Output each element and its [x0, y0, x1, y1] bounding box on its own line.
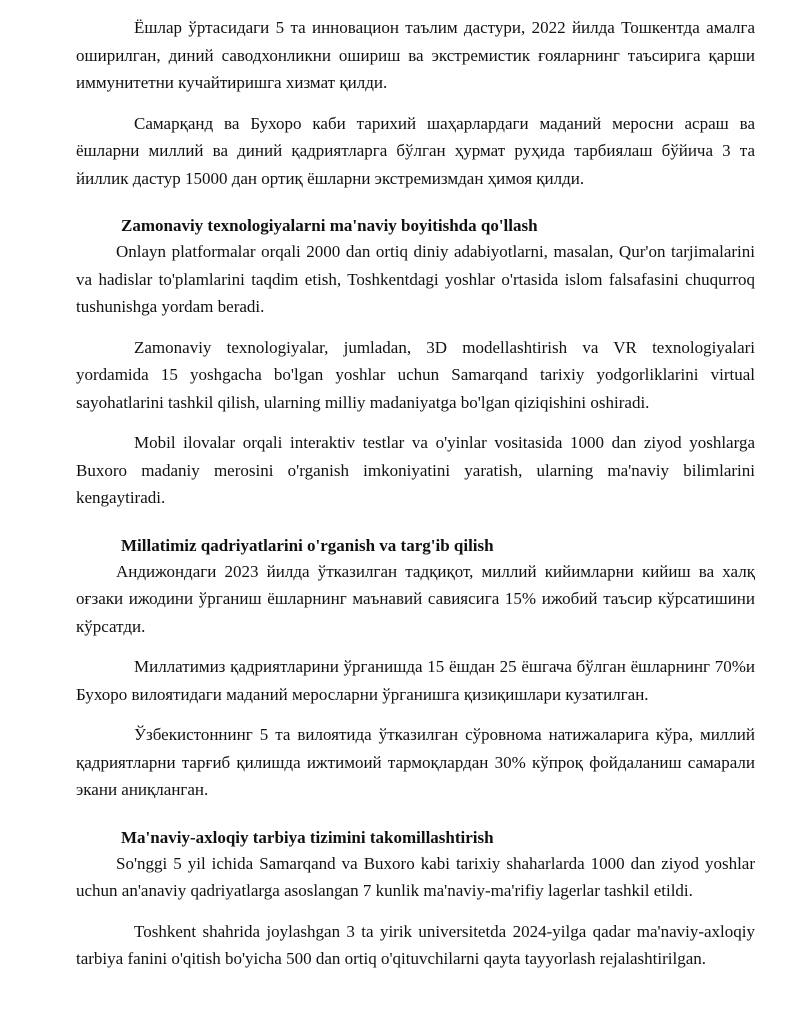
paragraph: Ўзбекистоннинг 5 та вилоятида ўтказилган сўровнома натижаларига кўра, миллий қадриятларни тарғиб қилишда ижтимоий тармоқлардан 30% кўпроқ фойдаланиш самарали экани аниқланган. [76, 725, 755, 799]
paragraph: Zamonaviy texnologiyalar, jumladan, 3D modellashtirish va VR texnologiyalari yordamida 15 yoshgacha bo'lgan yoshlar uchun Samarqand tarixiy yodgorliklarini virtual sayohatlarini tashkil qilish, ularning milliy madaniyatga bo'lgan qiziqishini oshiradi. [76, 337, 755, 412]
paragraph: So'nggi 5 yil ichida Samarqand va Buxoro kabi tarixiy shaharlarda 1000 dan ziyod yoshlar uchun an'anaviy qadriyatlarga asoslangan 7 kunlik ma'naviy-ma'rifiy lagerlar tashkil etildi. [76, 853, 755, 900]
paragraph: Самарқанд ва Бухоро каби тарихий шаҳарлардаги маданий меросни асраш ва ёшларни миллий ва диний қадриятларга бўлган ҳурмат руҳида тарбиялаш бўйича 3 та йиллик дастур 15000 дан ортиқ ёшларни экстремизмдан ҳимоя қилди. [76, 113, 755, 188]
section-heading: Ma'naviy-axloqiy tarbiya tizimini takomillashtirish [121, 827, 494, 847]
paragraph: Ёшлар ўртасидаги 5 та инновацион таълим дастури, 2022 йилда Тошкентда амалга оширилган, диний саводхонликни ошириш ва экстремистик ғояларнинг таъсирига қарши иммунитетни кучайтиришга хизмат қилди. [76, 18, 755, 92]
section-heading: Millatimiz qadriyatlarini o'rganish va targ'ib qilish [121, 535, 494, 555]
paragraph: Onlayn platformalar orqali 2000 dan ortiq diniy adabiyotlarni, masalan, Qur'on tarjimalarini va hadislar to'plamlarini taqdim etish, Toshkentdagi yoshlar o'rtasida islom falsafasini chuqurroq tushunishga yordam beradi. [76, 242, 755, 316]
paragraph: Андижондаги 2023 йилда ўтказилган тадқиқот, миллий кийимларни кийиш ва халқ оғзаки ижодини ўрганиш ёшларнинг маънавий савиясига 15% ижобий таъсир кўрсатишини кўрсатди. [76, 561, 755, 636]
section-heading: Zamonaviy texnologiyalarni ma'naviy boyitishda qo'llash [121, 216, 538, 235]
paragraph: Toshkent shahrida joylashgan 3 ta yirik universitetda 2024-yilga qadar ma'naviy-axloqiy tarbiya fanini o'qitish bo'yicha 500 dan ortiq o'qituvchilarni qayta tayyorlash rejalashtirilgan. [76, 921, 755, 968]
paragraph: Миллатимиз қадриятларини ўрганишда 15 ёшдан 25 ёшгача бўлган ёшларнинг 70%и Бухоро вилоятидаги маданий меросларни ўрганишга қизиқишлари кузатилган. [76, 657, 755, 704]
paragraph: Mobil ilovalar orqali interaktiv testlar va o'yinlar vositasida 1000 dan ziyod yoshlarga Buxoro madaniy merosini o'rganish imkoniyatini yaratish, ularning ma'naviy bilimlarini kengaytiradi. [76, 433, 755, 507]
